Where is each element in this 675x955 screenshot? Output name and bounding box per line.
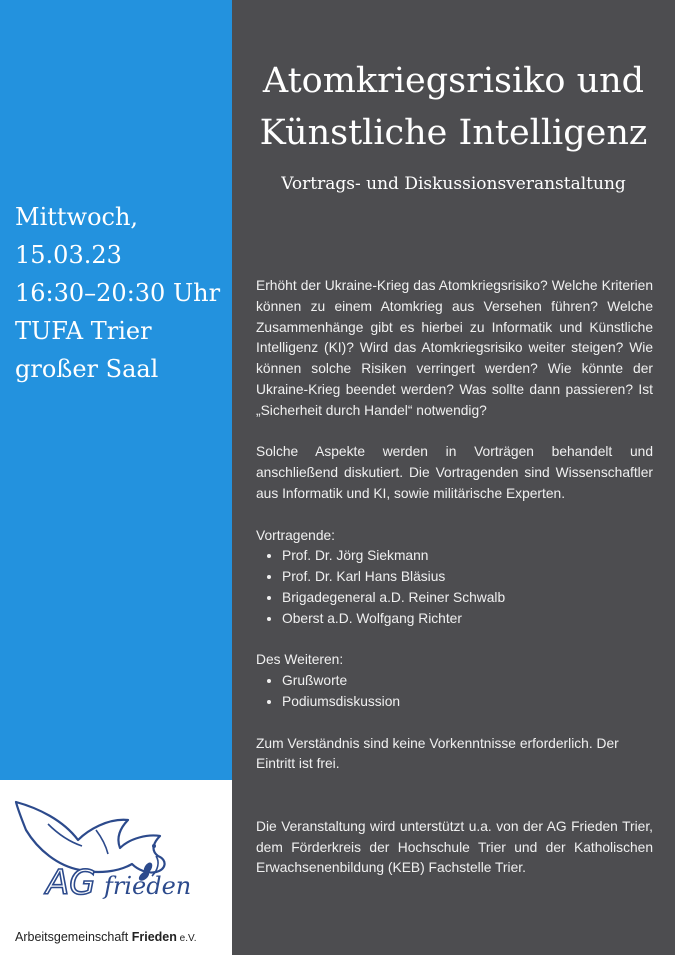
event-time: 16:30–20:30 Uhr — [15, 279, 221, 307]
organization-logo-area — [0, 780, 232, 955]
page-title — [232, 55, 675, 159]
organization-name: Arbeitsgemeinschaft Frieden e.V. — [15, 930, 197, 944]
event-venue: TUFA Trier — [15, 317, 152, 345]
speakers-list — [256, 546, 653, 629]
list-item: • Brigadegeneral a.D. Reiner Schwalb — [282, 588, 653, 609]
event-description — [256, 276, 653, 879]
aspects-paragraph: Solche Aspekte werden in Vorträgen behandelt und anschließend diskutiert. Die Vortragenden sind Wissenschaftler aus Informatik und KI, sowie militärische Experten. — [256, 444, 653, 501]
title-line-2: Künstliche Intelligenz — [259, 113, 648, 153]
further-list — [256, 671, 653, 713]
list-item: • Oberst a.D. Wolfgang Richter — [282, 609, 653, 630]
title-line-1: Atomkriegsrisiko und — [262, 61, 645, 101]
notice-paragraph: Zum Verständnis sind keine Vorkenntnisse erforderlich. Der Eintritt ist frei. — [256, 735, 619, 772]
event-room: großer Saal — [15, 355, 159, 383]
speakers-heading: Vortragende: — [256, 527, 336, 543]
logo-ag-text: AG — [46, 863, 96, 903]
event-date: 15.03.23 — [15, 241, 122, 269]
event-day: Mittwoch, — [15, 203, 139, 231]
event-details — [15, 198, 220, 388]
list-item: • Grußworte — [282, 671, 653, 692]
content-panel — [232, 0, 675, 955]
further-heading: Des Weiteren: — [256, 652, 344, 668]
list-item: • Podiumsdiskussion — [282, 692, 653, 713]
event-info-panel — [0, 0, 232, 780]
page-subtitle: Vortrags- und Diskussionsveranstaltung — [281, 174, 626, 194]
dove-logo — [8, 790, 223, 915]
list-item: • Prof. Dr. Karl Hans Bläsius — [282, 567, 653, 588]
list-item: • Prof. Dr. Jörg Siekmann — [282, 546, 653, 567]
logo-frieden-text: frieden — [104, 872, 192, 900]
support-paragraph: Die Veranstaltung wird unterstützt u.a. von der AG Frieden Trier, dem Förderkreis der Hochschule Trier und der Katholischen Erwachsenenbildung (KEB) Fachstelle Trier. — [256, 818, 653, 876]
intro-paragraph: Erhöht der Ukraine-Krieg das Atomkriegsrisiko? Welche Kriterien können zu einem Atomkrieg aus Versehen führen? Welche Zusammenhänge gibt es hierbei zu Informatik und Künstliche Intelligenz (KI)? Wird das Atomkriegsrisiko weiter steigen? Wie können solche Risiken verringert werden? Wie könnte der Ukraine-Krieg beendet werden? Was sollte dann passieren? Ist „Sicherheit durch Handel“ notwendig? — [256, 278, 653, 418]
dove-icon — [16, 802, 165, 873]
